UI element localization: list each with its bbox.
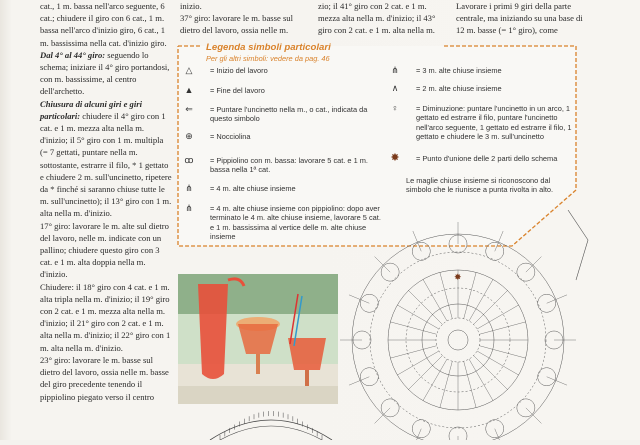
legend-text: = 4 m. alte chiuse insieme (210, 184, 296, 193)
drinks-photo (178, 274, 338, 404)
legend-text: = 4 m. alte chiuse insieme con pippiolino: dopo aver terminato le 4 m. alte chiuse insieme, lavorare 5 cat. e 1 m. bassissima al vertice delle m. alte chiuse insieme (210, 204, 381, 242)
paragraph: Lavorare i primi 9 giri della parte centrale, ma iniziando su una base di 12 m. basse (= 1° giro), come (456, 1, 583, 36)
crochet-border-diagram (206, 408, 336, 440)
legend-text: = Puntare l'uncinetto nella m., o cat., indicata da questo simbolo (210, 105, 368, 124)
legend-text: = Pippiolino con m. bassa: lavorare 5 cat. e 1 m. bassa nella 1ª cat. (210, 156, 368, 175)
text-column-3 (318, 0, 446, 37)
four-treble-icon: ⋔ (185, 183, 193, 193)
text-column-4 (456, 0, 586, 37)
arrow-icon: ⇐ (185, 104, 193, 114)
join-star-icon: ✸ (390, 152, 400, 164)
paragraph: Chiudere: il 18° giro con 4 cat. e 1 m. alta tripla nella m. d'inizio; il 19° giro con 2 cat. e 1 m. mezza alta nella m. d'inizio; il 21° giro con 2 cat. e 1 m. alta nella m. d'inizio; il 22° giro con 1 m. alta nella m. d'inizio. (40, 281, 171, 353)
pippiolino-icon: ꝏ (184, 155, 194, 165)
nocciolina-icon: ⊕ (185, 131, 193, 141)
text-column-2 (180, 0, 310, 37)
paragraph-heading: Chiusura di alcuni giri e giri particolari: (40, 98, 142, 121)
legend-text: = Inizio del lavoro (210, 66, 268, 75)
paragraph: 37° giro: lavorare le m. basse sul dietro del lavoro, ossia nelle m. (180, 13, 293, 36)
paragraph (40, 98, 172, 220)
svg-text:✸: ✸ (454, 272, 462, 282)
legend-text: = Fine del lavoro (210, 86, 265, 95)
paragraph: inizio. (180, 1, 202, 11)
paragraph: cat., 1 m. bassa nell'arco seguente, 6 cat.; chiudere il giro con 6 cat., 1 m. bassa nell'arco d'inizio giro, 6 cat., 1 m. bassissima nella cat. d'inizio giro. (40, 1, 167, 48)
paragraph: zio; il 41° giro con 2 cat. e 1 m. mezza alta nella m. d'inizio; il 43° giro con 2 cat. e 1 m. alta nella m. (318, 1, 436, 36)
paragraph: 23° giro: lavorare le m. basse sul dietro del lavoro, ossia nelle m. basse del giro precedente tenendo il pippiolino piegato verso il centro (40, 354, 169, 402)
triangle-filled-icon: ▲ (184, 85, 194, 95)
legend-subtitle: Per gli altri simboli: vedere da pag. 46 (206, 54, 330, 63)
three-treble-icon: ⋔ (391, 65, 399, 75)
triangle-outline-icon: △ (185, 65, 193, 75)
paragraph-body: seguendo lo schema; iniziare il 4° giro portandosi, con m. bassissime, al centro dell'archetto. (40, 49, 170, 97)
legend-note: Le maglie chiuse insieme si riconoscono dal simbolo che le riunisce a punta rivolta in alto. (406, 176, 554, 195)
four-treble-picot-icon: ⋔ (185, 203, 193, 213)
decrease-icon: ♀ (391, 103, 399, 113)
paragraph-body: chiudere il 4° giro con 1 cat. e 1 m. mezza alta nella m. d'inizio; il 5° giro con 1 m. multipla (= 7 gettati, puntare nella m. sottostante, estrarre il filo, * 1 gettato e chiudere 2 m. sull'uncinetto, ripetere da * finché si saranno chiuse tutte le m. sull'uncinetto); il 13° giro con 1 m. alta nella m. d'inizio. (40, 110, 172, 219)
paragraph-heading: Dal 4° al 44° giro: (40, 49, 106, 60)
paragraph: 17° giro: lavorare le m. alte sul dietro del lavoro, nelle m. indicate con un pallino; chiudere questo giro con 3 cat. e 1 m. alta doppia nella m. d'inizio. (40, 220, 169, 280)
text-column-1 (40, 0, 172, 403)
crochet-doily-diagram (338, 210, 598, 440)
two-treble-icon: ∧ (391, 83, 399, 93)
legend-text: = 3 m. alte chiuse insieme (416, 66, 502, 75)
paragraph (40, 49, 172, 98)
legend-title: Legenda simboli particolari (206, 42, 331, 53)
legend-text: = Punto d'unione delle 2 parti dello schema (416, 154, 558, 163)
legend-text: = Nocciolina (210, 132, 251, 141)
legend-text: = 2 m. alte chiuse insieme (416, 84, 502, 93)
legend-text: = Diminuzione: puntare l'uncinetto in un arco, 1 gettato ed estrarre il filo, puntare l'uncinetto nell'arco seguente, 1 gettato ed estrarre il filo, 1 gettato e chiudere le 3 m. sull'uncinetto (416, 104, 572, 142)
